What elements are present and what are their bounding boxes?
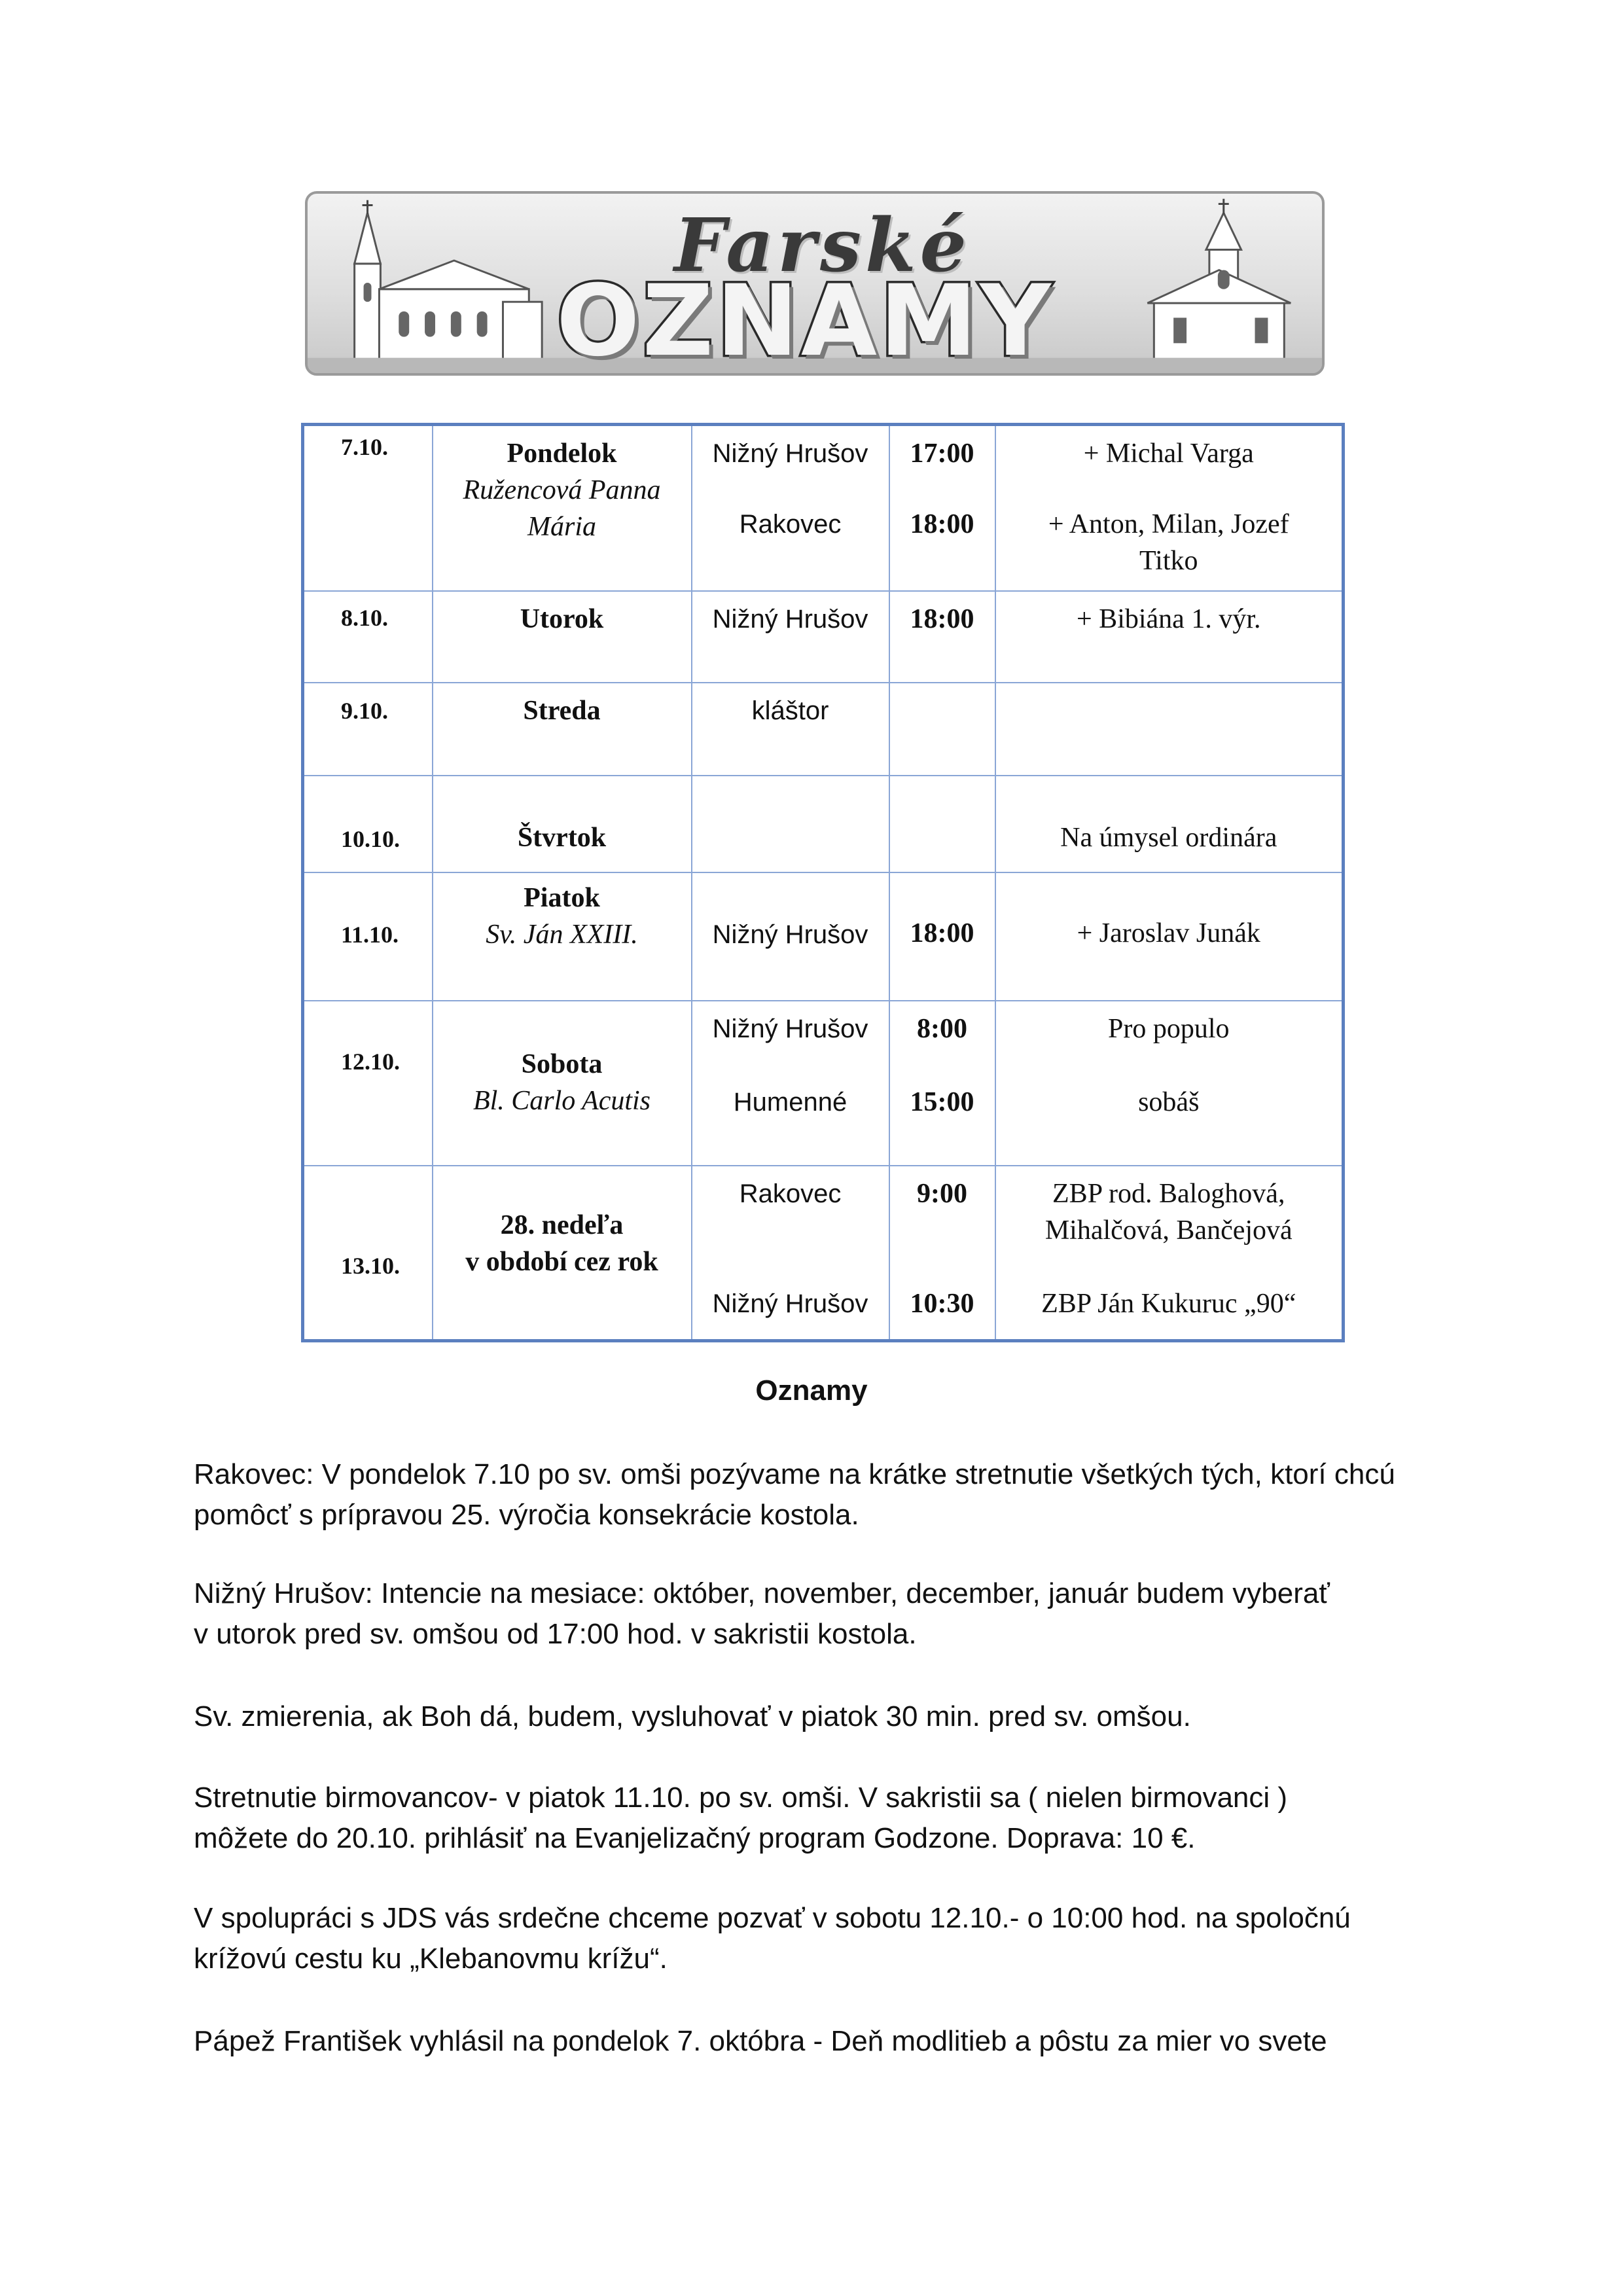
time-cell (889, 872, 995, 1001)
intention-cell (995, 776, 1344, 872)
intention: + Anton, Milan, Jozef Titko (1048, 509, 1289, 576)
date-cell: 8.10. (303, 591, 433, 683)
time-cell (889, 591, 995, 683)
time-cell (889, 1001, 995, 1166)
announcement-paragraph (194, 1454, 1476, 1535)
day-cell (433, 683, 692, 776)
announcement-line: Sv. zmierenia, ak Boh dá, budem, vysluhovať v piatok 30 min. pred sv. omšou. (194, 1700, 1191, 1732)
place-cell (692, 591, 889, 683)
day-cell (433, 425, 692, 591)
intention: ZBP Ján Kukuruc „90“ (1041, 1288, 1296, 1319)
time: 18:00 (910, 509, 974, 539)
place: kláštor (751, 696, 829, 725)
announcement-line: Stretnutie birmovancov- v piatok 11.10. po sv. omši. V sakristii sa ( nielen birmovanci ) (194, 1782, 1288, 1814)
intention-cell (995, 683, 1344, 776)
feast-name: Ružencová Panna Mária (463, 475, 661, 542)
place-cell (692, 1001, 889, 1166)
time: 18:00 (910, 918, 974, 948)
announcement-paragraph (194, 1573, 1476, 1655)
day-name: 28. nedeľa (500, 1210, 624, 1240)
banner-title-script: Farské (674, 203, 971, 289)
intention-cell (995, 591, 1344, 683)
farske-oznamy-banner (305, 191, 1325, 376)
date-cell: 7.10. (303, 425, 433, 591)
time: 15:00 (910, 1086, 974, 1117)
banner-title-main: OZNAMY (556, 264, 1054, 376)
intention: + Bibiána 1. výr. (1077, 603, 1261, 634)
day-name: Piatok (524, 882, 600, 913)
time: 17:00 (910, 439, 974, 469)
day-name: Pondelok (507, 439, 617, 469)
place: Nižný Hrušov (712, 1289, 868, 1318)
announcement-line: v utorok pred sv. omšou od 17:00 hod. v sakristii kostola. (194, 1618, 917, 1650)
day-name: Streda (523, 695, 601, 726)
time-cell (889, 1166, 995, 1341)
time: 18:00 (910, 603, 974, 634)
date-cell: 9.10. (303, 683, 433, 776)
announcement-paragraph (194, 2021, 1476, 2062)
table-row (303, 776, 1344, 872)
time: 8:00 (917, 1013, 967, 1044)
date-cell: 12.10. (303, 1001, 433, 1166)
time-cell (889, 683, 995, 776)
announcement-line: Nižný Hrušov: Intencie na mesiace: október, november, december, január budem vyberať (194, 1577, 1330, 1609)
day-cell (433, 1001, 692, 1166)
day-cell (433, 591, 692, 683)
announcement-paragraph (194, 1778, 1476, 1859)
announcements-title: Oznamy (755, 1374, 868, 1407)
place: Rakovec (739, 510, 842, 539)
table-row (303, 425, 1344, 591)
place: Nižný Hrušov (712, 1014, 868, 1043)
feast-name: Bl. Carlo Acutis (473, 1085, 651, 1116)
time-cell (889, 425, 995, 591)
day-cell (433, 1166, 692, 1341)
time: 9:00 (917, 1178, 967, 1209)
announcement-paragraph (194, 1898, 1476, 1979)
day-cell (433, 872, 692, 1001)
place: Rakovec (739, 1179, 842, 1208)
announcement-line: V spolupráci s JDS vás srdečne chceme pozvať v sobotu 12.10.- o 10:00 hod. na spoločnú (194, 1902, 1351, 1934)
intention: + Jaroslav Junák (1077, 918, 1260, 948)
place: Nižný Hrušov (712, 439, 868, 468)
intention-cell (995, 1166, 1344, 1341)
intention: Na úmysel ordinára (1060, 822, 1277, 853)
intention-cell (995, 1001, 1344, 1166)
mass-schedule-table (301, 423, 1345, 1342)
table-row (303, 1001, 1344, 1166)
date-cell: 10.10. (303, 776, 433, 872)
place-cell (692, 776, 889, 872)
place-cell (692, 683, 889, 776)
place: Nižný Hrušov (712, 604, 868, 634)
date-cell: 13.10. (303, 1166, 433, 1341)
announcement-paragraph (194, 1696, 1476, 1737)
intention: Pro populo (1107, 1013, 1230, 1044)
table-row (303, 683, 1344, 776)
day-name: Štvrtok (517, 822, 607, 853)
place-cell (692, 872, 889, 1001)
day-subtitle: v období cez rok (465, 1246, 658, 1277)
announcement-line: krížovú cestu ku „Klebanovmu krížu“. (194, 1943, 668, 1975)
feast-name: Sv. Ján XXIII. (486, 919, 638, 950)
announcement-line: môžete do 20.10. prihlásiť na Evanjelizačný program Godzone. Doprava: 10 €. (194, 1822, 1196, 1854)
table-row (303, 872, 1344, 1001)
time-cell (889, 776, 995, 872)
time: 10:30 (910, 1288, 974, 1319)
intention: ZBP rod. Baloghová, Mihalčová, Bančejová (1044, 1178, 1293, 1246)
place: Humenné (733, 1087, 847, 1117)
announcement-line: pomôcť s prípravou 25. výročia konsekrácie kostola. (194, 1499, 859, 1531)
table-row (303, 591, 1344, 683)
intention: sobáš (1138, 1086, 1200, 1117)
intention: + Michal Varga (1083, 439, 1254, 469)
announcement-line: Rakovec: V pondelok 7.10 po sv. omši pozývame na krátke stretnutie všetkých tých, ktorí chcú (194, 1458, 1395, 1490)
table-row (303, 1166, 1344, 1341)
place: Nižný Hrušov (712, 920, 868, 949)
day-name: Utorok (520, 603, 604, 634)
intention-cell (995, 872, 1344, 1001)
day-cell (433, 776, 692, 872)
place-cell (692, 425, 889, 591)
place-cell (692, 1166, 889, 1341)
intention-cell (995, 425, 1344, 591)
announcement-line: Pápež František vyhlásil na pondelok 7. októbra - Deň modlitieb a pôstu za mier vo svete (194, 2025, 1327, 2057)
day-name: Sobota (521, 1049, 603, 1079)
date-cell: 11.10. (303, 872, 433, 1001)
